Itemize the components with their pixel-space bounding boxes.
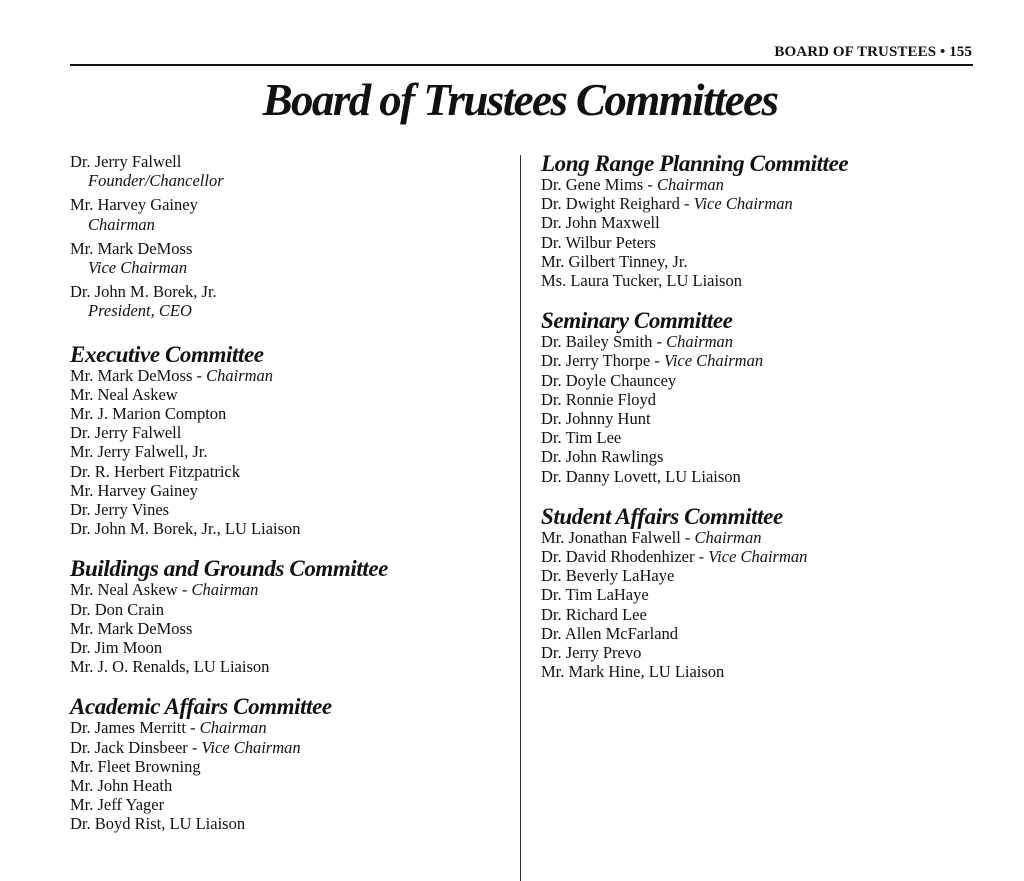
member-name: Mr. Neal Askew bbox=[70, 580, 178, 600]
member-name: Dr. Johnny Hunt bbox=[541, 409, 651, 429]
member-entry bbox=[70, 657, 510, 676]
running-head: BOARD OF TRUSTEES • 155 bbox=[774, 44, 972, 60]
executive-committee bbox=[70, 343, 510, 539]
member-entry bbox=[541, 467, 991, 486]
member-role: - Chairman bbox=[185, 718, 267, 738]
member-name: Ms. Laura Tucker, LU Liaison bbox=[541, 271, 742, 291]
member-name: Mr. Jonathan Falwell bbox=[541, 527, 681, 547]
member-name: Dr. Doyle Chauncey bbox=[541, 370, 677, 390]
member-name: Dr. Wilbur Peters bbox=[541, 232, 656, 252]
member-name: Dr. Tim Lee bbox=[541, 428, 622, 448]
member-name: Dr. John Rawlings bbox=[541, 447, 664, 467]
left-committees bbox=[70, 343, 510, 834]
member-entry bbox=[541, 447, 991, 466]
member-entry bbox=[70, 423, 510, 442]
member-entry bbox=[70, 500, 510, 519]
member-entry bbox=[70, 776, 510, 795]
member-name: Dr. Beverly LaHaye bbox=[541, 566, 675, 586]
member-name: Dr. Jack Dinsbeer bbox=[70, 737, 188, 757]
member-name: Mr. Jerry Falwell, Jr. bbox=[70, 442, 208, 462]
member-entry bbox=[70, 738, 510, 757]
member-name: Dr. Bailey Smith bbox=[541, 332, 653, 352]
academic-affairs-committee bbox=[70, 695, 510, 833]
member-entry bbox=[70, 366, 510, 385]
column-divider bbox=[520, 155, 521, 881]
member-name: Mr. John Heath bbox=[70, 776, 173, 796]
member-entry bbox=[541, 271, 991, 290]
header-rule bbox=[70, 64, 973, 66]
member-entry bbox=[70, 600, 510, 619]
member-entry bbox=[541, 233, 991, 252]
officer-role: Chairman bbox=[88, 214, 155, 234]
member-name: Mr. Neal Askew bbox=[70, 384, 178, 404]
member-entry bbox=[541, 624, 991, 643]
officer-entry bbox=[70, 152, 510, 190]
member-entry bbox=[541, 547, 991, 566]
member-name: Dr. Dwight Reighard bbox=[541, 194, 680, 214]
member-entry bbox=[70, 718, 510, 737]
right-committees bbox=[541, 152, 991, 681]
officer-role: President, CEO bbox=[88, 301, 192, 321]
member-entry bbox=[541, 351, 991, 370]
member-name: Mr. J. O. Renalds, LU Liaison bbox=[70, 657, 270, 677]
committee-title: Academic Affairs Committee bbox=[70, 694, 332, 720]
member-name: Dr. Jim Moon bbox=[70, 638, 163, 658]
member-name: Mr. Gilbert Tinney, Jr. bbox=[541, 251, 688, 271]
committee-title: Executive Committee bbox=[70, 341, 264, 367]
officer-entry bbox=[70, 282, 510, 320]
member-role: - Vice Chairman bbox=[187, 737, 301, 757]
member-entry bbox=[541, 662, 991, 681]
left-column bbox=[70, 152, 510, 853]
officer-role: Founder/Chancellor bbox=[88, 171, 224, 191]
buildings-and-grounds-committee bbox=[70, 557, 510, 676]
member-entry bbox=[541, 371, 991, 390]
member-entry bbox=[70, 385, 510, 404]
member-entry bbox=[541, 175, 991, 194]
member-name: Dr. Jerry Falwell bbox=[70, 423, 182, 443]
officers-list bbox=[70, 152, 510, 321]
member-role: - Chairman bbox=[177, 580, 259, 600]
student-affairs-committee bbox=[541, 505, 991, 682]
page-title: Board of Trustees Committees bbox=[262, 75, 778, 125]
member-name: Dr. Jerry Thorpe bbox=[541, 351, 651, 371]
member-name: Dr. Richard Lee bbox=[541, 604, 647, 624]
member-role: - Chairman bbox=[652, 332, 734, 352]
committee-title: Buildings and Grounds Committee bbox=[70, 556, 388, 582]
member-role: - Vice Chairman bbox=[694, 547, 808, 567]
member-entry bbox=[541, 390, 991, 409]
member-name: Dr. Jerry Vines bbox=[70, 500, 170, 520]
member-entry bbox=[70, 757, 510, 776]
member-entry bbox=[541, 332, 991, 351]
committee-title: Long Range Planning Committee bbox=[541, 151, 849, 176]
member-name: Dr. John Maxwell bbox=[541, 213, 660, 233]
officer-entry bbox=[70, 195, 510, 233]
member-name: Dr. Danny Lovett, LU Liaison bbox=[541, 466, 741, 486]
member-entry bbox=[541, 605, 991, 624]
member-name: Dr. R. Herbert Fitzpatrick bbox=[70, 461, 240, 481]
officer-name: Dr. John M. Borek, Jr. bbox=[70, 282, 217, 302]
seminary-committee bbox=[541, 309, 991, 486]
member-name: Dr. Allen McFarland bbox=[541, 623, 679, 643]
member-name: Dr. David Rhodenhizer bbox=[541, 547, 695, 567]
officer-name: Mr. Harvey Gainey bbox=[70, 195, 198, 215]
member-entry bbox=[70, 638, 510, 657]
member-role: - Chairman bbox=[643, 175, 724, 194]
member-role: - Chairman bbox=[192, 365, 274, 385]
member-entry bbox=[70, 795, 510, 814]
member-entry bbox=[70, 481, 510, 500]
member-entry bbox=[70, 814, 510, 833]
member-role: - Vice Chairman bbox=[650, 351, 764, 371]
member-name: Dr. Jerry Prevo bbox=[541, 643, 642, 663]
member-entry bbox=[70, 519, 510, 538]
member-name: Dr. John M. Borek, Jr., LU Liaison bbox=[70, 519, 301, 539]
officer-name: Dr. Jerry Falwell bbox=[70, 152, 182, 171]
officer-entry bbox=[70, 239, 510, 277]
member-name: Dr. Gene Mims bbox=[541, 175, 644, 194]
member-entry bbox=[541, 528, 991, 547]
member-entry bbox=[541, 213, 991, 232]
officer-role: Vice Chairman bbox=[88, 258, 188, 278]
member-name: Mr. Jeff Yager bbox=[70, 795, 165, 815]
member-role: - Chairman bbox=[680, 527, 762, 547]
member-role: - Vice Chairman bbox=[679, 194, 793, 214]
member-entry bbox=[70, 462, 510, 481]
member-entry bbox=[70, 580, 510, 599]
member-name: Dr. Don Crain bbox=[70, 599, 164, 619]
member-entry bbox=[541, 585, 991, 604]
member-entry bbox=[70, 442, 510, 461]
member-entry bbox=[70, 404, 510, 423]
member-name: Mr. Mark DeMoss bbox=[70, 618, 193, 638]
member-entry bbox=[541, 643, 991, 662]
member-name: Dr. Tim LaHaye bbox=[541, 585, 649, 605]
committee-title: Student Affairs Committee bbox=[541, 503, 783, 529]
member-entry bbox=[541, 428, 991, 447]
member-entry bbox=[541, 566, 991, 585]
officer-name: Mr. Mark DeMoss bbox=[70, 238, 193, 258]
member-entry bbox=[541, 409, 991, 428]
member-name: Dr. Ronnie Floyd bbox=[541, 389, 657, 409]
member-name: Dr. James Merritt bbox=[70, 718, 186, 738]
committee-title: Seminary Committee bbox=[541, 308, 733, 334]
member-name: Dr. Boyd Rist, LU Liaison bbox=[70, 814, 246, 834]
member-name: Mr. J. Marion Compton bbox=[70, 404, 227, 424]
member-name: Mr. Fleet Browning bbox=[70, 756, 201, 776]
member-name: Mr. Mark DeMoss bbox=[70, 365, 193, 385]
member-entry bbox=[70, 619, 510, 638]
member-name: Mr. Mark Hine, LU Liaison bbox=[541, 662, 725, 682]
member-name: Mr. Harvey Gainey bbox=[70, 480, 198, 500]
long-range-planning-committee bbox=[541, 152, 991, 290]
member-entry bbox=[541, 194, 991, 213]
right-column bbox=[541, 152, 991, 700]
member-entry bbox=[541, 252, 991, 271]
